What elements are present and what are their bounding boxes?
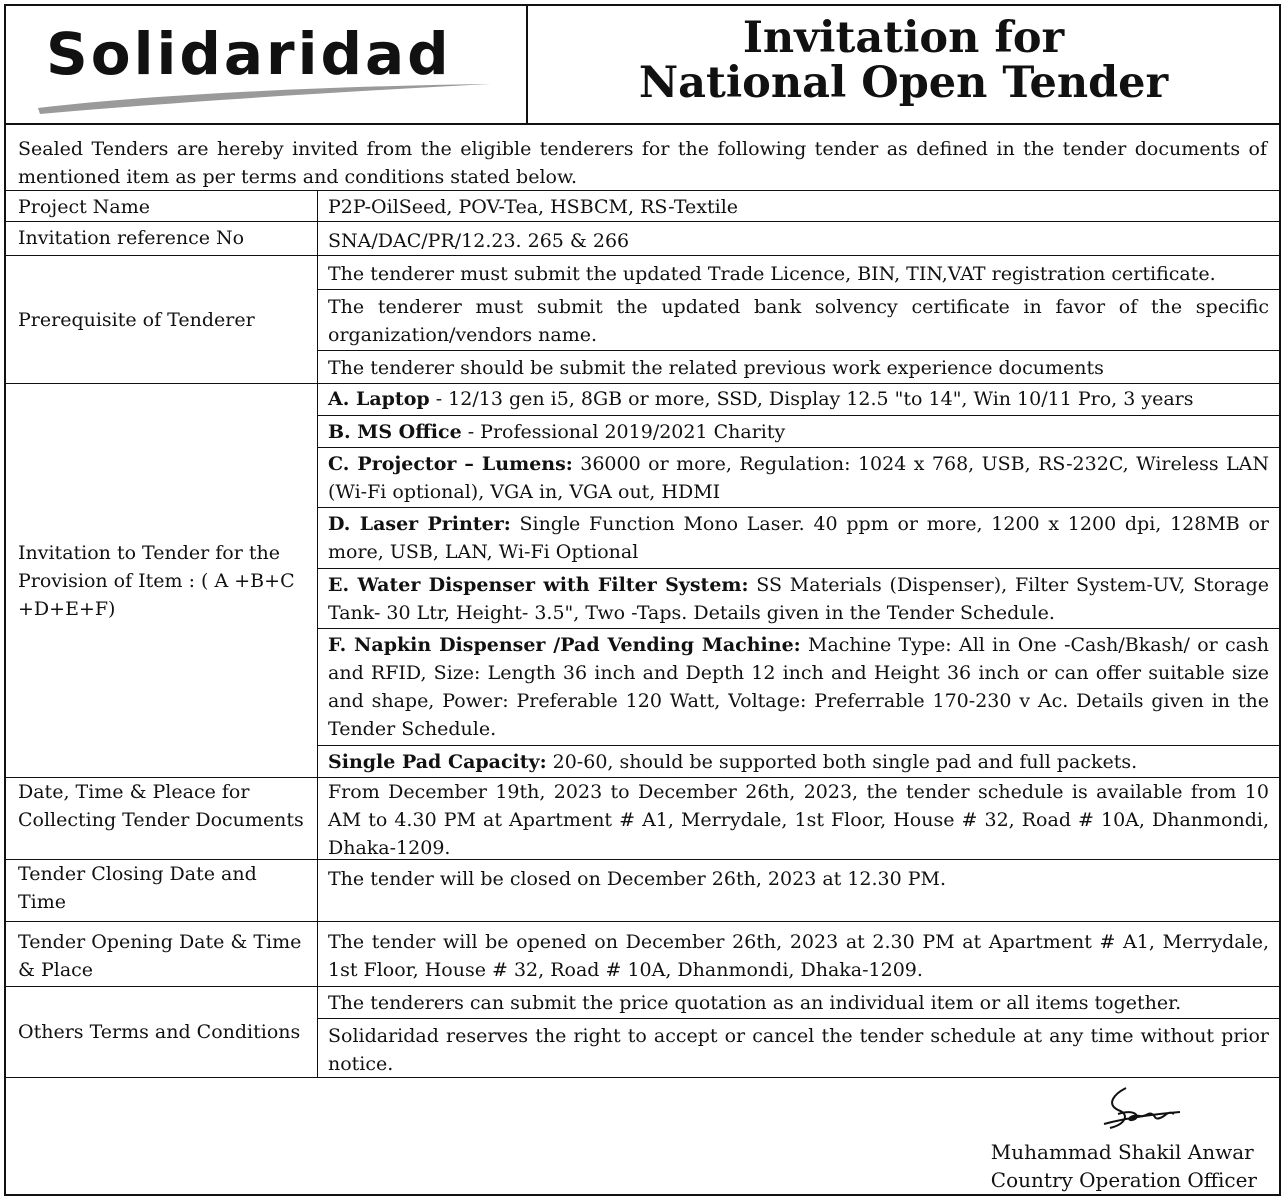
item-title: B. MS Office: [328, 421, 462, 443]
item-water-dispenser: [318, 568, 1279, 628]
signatory-name: Muhammad Shakil Anwar: [990, 1140, 1254, 1164]
row-closing: [6, 860, 1279, 922]
label-items: Invitation to Tender for the Provision of Item : ( A +B+C +D+E+F): [6, 384, 318, 777]
row-project-name: [6, 191, 1279, 222]
row-terms: [6, 987, 1279, 1078]
label-opening: Tender Opening Date & Time & Place: [6, 922, 318, 986]
item-title: Single Pad Capacity:: [328, 751, 547, 773]
item-projector: [318, 447, 1279, 507]
page-title: [528, 13, 1279, 108]
item-title: C. Projector – Lumens:: [328, 453, 573, 475]
value-closing: The tender will be closed on December 26th, 2023 at 12.30 PM.: [328, 868, 947, 890]
label-closing: Tender Closing Date and Time: [6, 860, 318, 921]
item-title: A. Laptop: [328, 388, 430, 410]
value-opening: The tender will be opened on December 26th, 2023 at 2.30 PM at Apartment # A1, Merrydale, 1st Floor, House # 32, Road # 10A, Dhanmondi, Dhaka-1209.: [328, 931, 1269, 981]
item-text: Machine Type: All in One -Cash/Bkash/ or cash and RFID, Size: Length 36 inch and Depth 12 inch and Height 36 inch or can offer suitable size and shape, Power: Preferable 120 Watt, Voltage: Preferrable 170-230 v Ac. Details given in the Tender Schedule.: [328, 634, 1269, 740]
terms-item: Solidaridad reserves the right to accept or cancel the tender schedule at any time without prior notice.: [318, 1018, 1279, 1078]
item-napkin-dispenser: [318, 628, 1279, 745]
row-items: [6, 384, 1279, 778]
solidaridad-logo: Solidaridad: [46, 20, 452, 88]
item-text: - Professional 2019/2021 Charity: [461, 421, 786, 443]
item-text: 36000 or more, Regulation: 1024 x 768, USB, RS-232C, Wireless LAN (Wi-Fi optional), VGA in, VGA out, HDMI: [328, 453, 1269, 503]
label-reference: Invitation reference No: [6, 222, 318, 255]
prerequisite-item: The tenderer should be submit the related previous work experience documents: [318, 350, 1279, 384]
logo-swoosh-icon: [36, 76, 496, 116]
item-text: - 12/13 gen i5, 8GB or more, SSD, Display 12.5 "to 14", Win 10/11 Pro, 3 years: [429, 388, 1194, 410]
label-project-name: Project Name: [6, 191, 318, 221]
row-opening: [6, 922, 1279, 987]
intro-paragraph: Sealed Tenders are hereby invited from the eligible tenderers for the following tender as defined in the tender documents of mentioned item as per terms and conditions stated below.: [6, 125, 1279, 191]
item-laser-printer: [318, 507, 1279, 568]
prerequisite-item: The tenderer must submit the updated Trade Licence, BIN, TIN,VAT registration certificate.: [328, 263, 1216, 285]
row-collecting: [6, 778, 1279, 860]
terms-item: The tenderers can submit the price quotation as an individual item or all items together.: [328, 992, 1182, 1014]
label-collecting: Date, Time & Pleace for Collecting Tender Documents: [6, 778, 318, 859]
item-title: E. Water Dispenser with Filter System:: [328, 574, 749, 596]
label-prerequisite: Prerequisite of Tenderer: [6, 256, 318, 383]
notice-header: [6, 6, 1279, 125]
handwritten-signature: [1096, 1084, 1186, 1142]
signature-area: [6, 1078, 1279, 1194]
label-terms: Others Terms and Conditions: [6, 987, 318, 1077]
title-line-1: Invitation for: [742, 13, 1065, 63]
item-ms-office: [318, 415, 1279, 447]
value-reference: SNA/DAC/PR/12.23. 265 & 266: [328, 230, 630, 252]
value-collecting: From December 19th, 2023 to December 26th, 2023, the tender schedule is available from 10 AM to 4.30 PM at Apartment # A1, Merrydale, 1st Floor, House # 32, Road # 10A, Dhanmondi, Dhaka-1209.: [328, 781, 1269, 859]
tender-notice: [4, 4, 1281, 1196]
item-title: F. Napkin Dispenser /Pad Vending Machine:: [328, 634, 801, 656]
item-title: D. Laser Printer:: [328, 513, 511, 535]
item-text: SS Materials (Dispenser), Filter System-UV, Storage Tank- 30 Ltr, Height- 3.5", Two -Taps. Details given in the Tender Schedule.: [328, 574, 1270, 624]
prerequisite-item: The tenderer must submit the updated bank solvency certificate in favor of the specific organization/vendors name.: [318, 289, 1279, 350]
item-pad-capacity: [318, 745, 1279, 778]
item-text: Single Function Mono Laser. 40 ppm or more, 1200 x 1200 dpi, 128MB or more, USB, LAN, Wi-Fi Optional: [328, 513, 1270, 563]
item-laptop: [318, 384, 1279, 415]
title-line-2: National Open Tender: [638, 58, 1169, 108]
logo-box: [6, 6, 528, 123]
row-prerequisite: [6, 256, 1279, 384]
signatory-block: [991, 1138, 1257, 1194]
signatory-designation: Country Operation Officer: [990, 1168, 1257, 1192]
row-reference: [6, 222, 1279, 256]
value-project-name: P2P-OilSeed, POV-Tea, HSBCM, RS-Textile: [328, 196, 739, 218]
item-text: 20-60, should be supported both single pad and full packets.: [546, 751, 1138, 773]
